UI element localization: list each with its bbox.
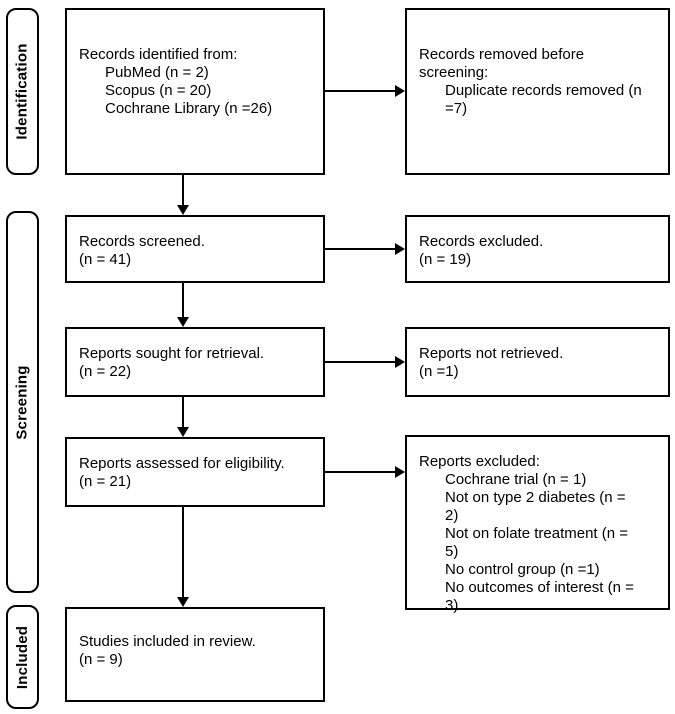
exclusion-reason-no-outcomes: No outcomes of interest (n = 3)	[445, 579, 634, 614]
arrow-assessed-to-included	[182, 507, 184, 597]
reports-sought-title: Reports sought for retrieval.	[79, 345, 265, 362]
reports-not-retrieved-title: Reports not retrieved.	[419, 345, 564, 362]
stage-identification-label: Identification	[14, 43, 32, 140]
reports-excluded-title: Reports excluded:	[419, 453, 540, 470]
source-cochrane-library: Cochrane Library (n =26)	[105, 100, 273, 117]
arrow-identified-to-removed	[325, 90, 395, 92]
box-records-identified	[65, 8, 325, 175]
stage-screening	[6, 211, 39, 593]
arrow-sought-to-not-retrieved	[325, 361, 395, 363]
arrow-screened-to-sought	[182, 283, 184, 317]
reports-sought-count: (n = 22)	[79, 363, 132, 380]
records-excluded-count: (n = 19)	[419, 251, 472, 268]
records-identified-title: Records identified from:	[79, 46, 238, 63]
exclusion-reason-not-type2-diabetes: Not on type 2 diabetes (n = 2)	[445, 489, 626, 524]
records-excluded-title: Records excluded.	[419, 233, 544, 250]
source-scopus: Scopus (n = 20)	[105, 82, 212, 99]
studies-included-title: Studies included in review.	[79, 633, 256, 650]
box-records-excluded	[405, 215, 670, 283]
studies-included-count: (n = 9)	[79, 651, 123, 668]
stage-included	[6, 605, 39, 709]
exclusion-reason-cochrane-trial: Cochrane trial (n = 1)	[445, 471, 587, 488]
arrow-screened-to-excluded	[325, 248, 395, 250]
exclusion-reason-not-folate-treatment: Not on folate treatment (n = 5)	[445, 525, 629, 560]
box-reports-assessed	[65, 437, 325, 507]
box-reports-excluded	[405, 435, 670, 614]
records-removed-title: Records removed before screening:	[419, 46, 585, 81]
records-screened-title: Records screened.	[79, 233, 205, 250]
arrow-identified-to-screened	[182, 175, 184, 205]
records-screened-count: (n = 41)	[79, 251, 132, 268]
source-pubmed: PubMed (n = 2)	[105, 64, 209, 81]
reports-assessed-title: Reports assessed for eligibility.	[79, 455, 285, 472]
stage-screening-label: Screening	[14, 364, 32, 440]
box-reports-not-retrieved	[405, 327, 670, 397]
stage-included-label: Included	[14, 625, 31, 689]
reports-assessed-count: (n = 21)	[79, 473, 132, 490]
box-records-removed	[405, 8, 670, 175]
box-reports-sought	[65, 327, 325, 397]
box-studies-included	[65, 607, 325, 702]
reports-not-retrieved-count: (n =1)	[419, 363, 459, 380]
stage-identification	[6, 8, 39, 175]
exclusion-reason-no-control-group: No control group (n =1)	[445, 561, 600, 578]
arrow-assessed-to-reports-excluded	[325, 471, 395, 473]
arrow-sought-to-assessed	[182, 397, 184, 427]
box-records-screened	[65, 215, 325, 283]
duplicate-records-removed: Duplicate records removed (n =7)	[445, 82, 642, 117]
